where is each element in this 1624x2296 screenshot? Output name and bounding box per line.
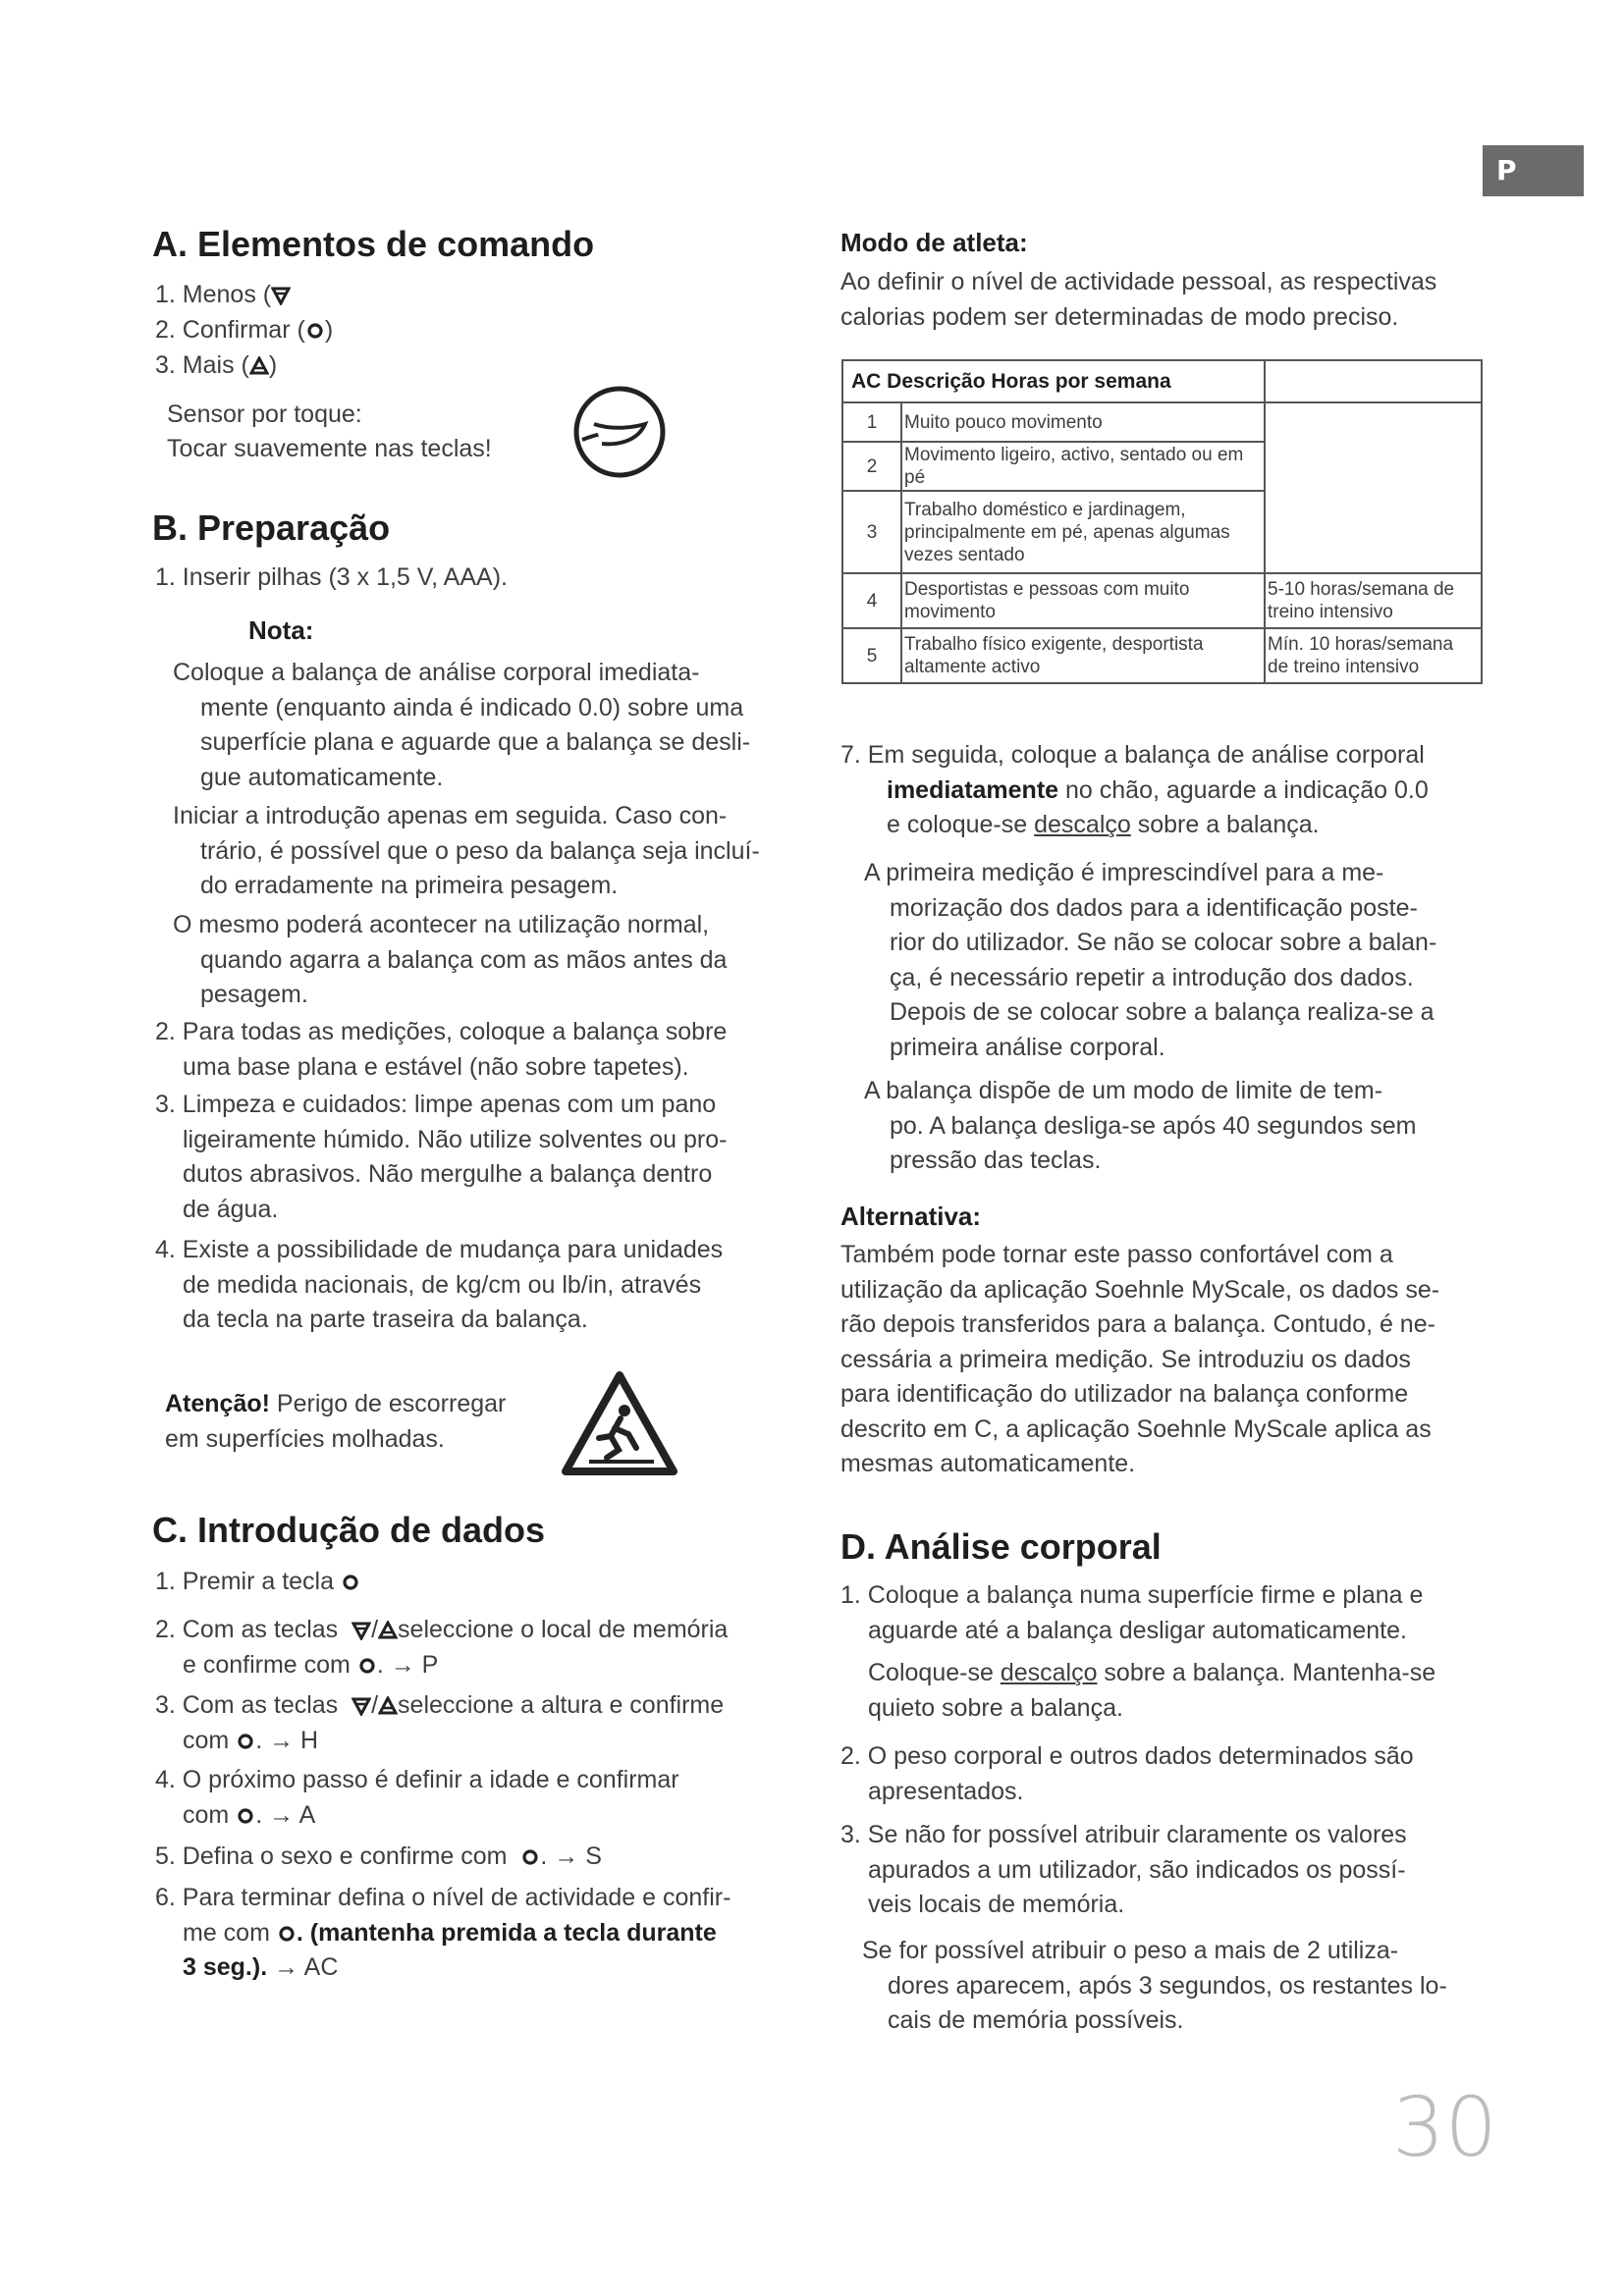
line: de medida nacionais, de kg/cm ou lb/in, através (183, 1270, 702, 1299)
confirm-key-icon (305, 321, 325, 341)
alternative-text (840, 1238, 1439, 1482)
slip-warning (165, 1387, 506, 1457)
confirm-key-icon (236, 1732, 255, 1751)
step-text: 5. Defina o sexo e confirme com (155, 1842, 508, 1870)
table-cell-description: Movimento ligeiro, activo, sentado ou em pé (901, 442, 1265, 491)
line: Iniciar a introdução apenas em seguida. Caso con- (173, 802, 728, 829)
step-text: 6. Para terminar defina o nível de actividade e confir- (155, 1884, 731, 1911)
line: sobre a balança. (1130, 811, 1320, 838)
underlined-word: descalço (1000, 1659, 1098, 1686)
line: Coloque a balança de análise corporal imediata- (173, 659, 700, 686)
table-cell-description: Desportistas e pessoas com muito movimento (901, 573, 1265, 628)
line: Depois de se colocar sobre a balança realiza-se a (890, 998, 1435, 1026)
line: mente (enquanto ainda é indicado 0.0) sobre uma (200, 693, 744, 721)
line: 7. Em seguida, coloque a balança de análise corporal (840, 741, 1425, 769)
line: trário, é possível que o peso da balança seja incluí- (200, 836, 760, 865)
line: pesagem. (200, 981, 308, 1008)
touch-sensor-label: Sensor por toque: (167, 400, 362, 428)
item-close: ) (268, 351, 278, 379)
prep-item-3 (155, 1088, 727, 1227)
alternative-title: Alternativa: (840, 1201, 982, 1231)
table-cell-level: 5 (842, 628, 901, 683)
line: O mesmo poderá acontecer na utilização normal, (173, 911, 710, 938)
line: apurados a um utilizador, são indicados os possí- (868, 1855, 1406, 1884)
table-cell-description: Trabalho doméstico e jardinagem, principalmente em pé, apenas algumas vezes sentado (901, 491, 1265, 573)
confirm-key-icon (357, 1656, 377, 1676)
table-cell-level: 4 (842, 573, 901, 628)
line: calorias podem ser determinadas de modo preciso. (840, 302, 1399, 331)
analysis-paragraph (862, 1934, 1447, 2039)
athlete-mode-text (840, 265, 1436, 335)
line: para identificação do utilizador na balança conforme (840, 1380, 1409, 1408)
line: 2. O peso corporal e outros dados determinados são (840, 1742, 1414, 1770)
table-cell-description: Trabalho físico exigente, desportista altamente activo (901, 628, 1265, 683)
table-cell-description: Muito pouco movimento (901, 402, 1265, 442)
table-row (842, 628, 1482, 683)
step-bold: . (mantenha premida a tecla durante (296, 1918, 717, 1947)
line: cessária a primeira medição. Se introduziu os dados (840, 1345, 1411, 1373)
confirm-key-icon (341, 1573, 360, 1592)
page-number: 30 (1392, 2079, 1497, 2175)
line: pressão das teclas. (890, 1147, 1102, 1174)
step-text: com (183, 1800, 230, 1829)
line: aguarde até a balança desligar automaticamente. (868, 1616, 1407, 1644)
line: quieto sobre a balança. (868, 1693, 1123, 1722)
line: cais de memória possíveis. (888, 2006, 1184, 2034)
activity-level-table (841, 359, 1483, 684)
note-paragraph-3 (173, 908, 727, 1013)
step-text: e confirme com (183, 1650, 351, 1679)
plus-key-icon (249, 356, 269, 376)
step-text: 1. Premir a tecla (155, 1568, 335, 1595)
table-cell-hours: Mín. 10 horas/semana de treino intensivo (1265, 628, 1482, 683)
line: rão depois transferidos para a balança. Contudo, é ne- (840, 1310, 1435, 1338)
line: A primeira medição é imprescindível para a me- (864, 859, 1384, 886)
warning-label: Atenção! (165, 1390, 270, 1417)
table-cell-level: 3 (842, 491, 901, 573)
athlete-mode-title: Modo de atleta: (840, 228, 1028, 257)
minus-key-icon (352, 1696, 371, 1716)
table-row (842, 573, 1482, 628)
touch-sensor-icon (572, 385, 667, 479)
note-paragraph-2 (173, 799, 760, 904)
line: e coloque-se (887, 811, 1035, 838)
item-text: 2. Confirmar ( (155, 316, 305, 344)
line: A balança dispõe de um modo de limite de tem- (864, 1077, 1383, 1104)
step-result: . → H (255, 1726, 319, 1754)
step-result: → AC (267, 1953, 339, 1981)
item-text: 3. Mais ( (155, 351, 249, 379)
table-row (842, 402, 1482, 442)
line: 3. Se não for possível atribuir claramente os valores (840, 1821, 1407, 1848)
line: 3. Limpeza e cuidados: limpe apenas com um pano (155, 1091, 717, 1118)
line: utilização da aplicação Soehnle MyScale, os dados se- (840, 1275, 1440, 1304)
plus-key-icon (378, 1696, 398, 1716)
language-tab: P (1483, 145, 1584, 196)
step-7-paragraph-1 (864, 856, 1436, 1065)
touch-sensor-hint: Tocar suavemente nas teclas! (167, 435, 492, 462)
input-step-6 (155, 1881, 731, 1986)
line: 2. Para todas as medições, coloque a balança sobre (155, 1018, 728, 1045)
line: superfície plana e aguarde que a balança se desli- (200, 728, 751, 756)
table-cell-level: 2 (842, 442, 901, 491)
line: Ao definir o nível de actividade pessoal, as respectivas (840, 268, 1437, 295)
control-item-minus (155, 278, 291, 313)
prep-item-1: 1. Inserir pilhas (3 x 1,5 V, AAA). (155, 563, 508, 591)
line: Se for possível atribuir o peso a mais de 2 utiliza- (862, 1937, 1399, 1964)
input-step-4 (155, 1763, 679, 1833)
line: morização dos dados para a identificação poste- (890, 893, 1418, 922)
warning-text: Perigo de escorregar (269, 1390, 507, 1417)
note-paragraph-1 (173, 656, 750, 795)
confirm-key-icon (236, 1806, 255, 1826)
line: quando agarra a balança com as mãos antes da (200, 945, 728, 974)
line: primeira análise corporal. (890, 1033, 1165, 1061)
section-b-title: B. Preparação (152, 507, 391, 548)
note-title: Nota: (248, 615, 314, 645)
item-close: ) (324, 316, 334, 344)
line: veis locais de memória. (868, 1891, 1125, 1918)
line: em superfícies molhadas. (165, 1424, 445, 1453)
line: dutos abrasivos. Não mergulhe a balança dentro (183, 1160, 713, 1188)
step-result: . → A (255, 1800, 316, 1829)
step-text: 4. O próximo passo é definir a idade e confirmar (155, 1766, 679, 1793)
plus-key-icon (378, 1621, 398, 1640)
step-text: me com (183, 1918, 270, 1947)
line: po. A balança desliga-se após 40 segundos sem (890, 1111, 1417, 1140)
line: Coloque-se (868, 1659, 1001, 1686)
line: apresentados. (868, 1777, 1024, 1805)
line: 4. Existe a possibilidade de mudança para unidades (155, 1236, 724, 1263)
table-cell-hours (1265, 402, 1482, 573)
underlined-word: descalço (1034, 811, 1131, 838)
prep-item-4 (155, 1233, 723, 1338)
minus-key-icon (271, 286, 291, 305)
input-step-1 (155, 1565, 360, 1600)
step-text: seleccione a altura e confirme (398, 1691, 725, 1719)
table-cell-hours: 5-10 horas/semana de treino intensivo (1265, 573, 1482, 628)
table-header-empty (1265, 360, 1482, 402)
line: de água. (183, 1195, 279, 1223)
table-cell-level: 1 (842, 402, 901, 442)
line: da tecla na parte traseira da balança. (183, 1306, 588, 1333)
input-step-2: 2. Com as teclas / seleccione o local de memória e confirme com . → P (155, 1616, 729, 1679)
section-c-title: C. Introdução de dados (152, 1510, 546, 1550)
step-text: 2. Com as teclas (155, 1616, 339, 1643)
input-step-5 (155, 1840, 602, 1875)
line: no chão, aguarde a indicação 0.0 (1058, 775, 1429, 804)
confirm-key-icon (277, 1924, 297, 1944)
step-result: . → S (540, 1842, 602, 1870)
slippery-floor-warning-icon (560, 1369, 679, 1477)
prep-item-2 (155, 1015, 727, 1085)
line: ligeiramente húmido. Não utilize solventes ou pro- (183, 1125, 728, 1153)
control-item-confirm (155, 313, 333, 348)
step-7-paragraph-2 (864, 1074, 1417, 1179)
line: 1. Coloque a balança numa superfície firme e plana e (840, 1581, 1424, 1609)
step-text: 3. Com as teclas (155, 1691, 339, 1719)
line: uma base plana e estável (não sobre tapetes). (183, 1052, 689, 1081)
table-header-row (842, 360, 1482, 402)
line: rior do utilizador. Se não se colocar sobre a balan- (890, 929, 1437, 956)
analysis-item-2 (840, 1739, 1414, 1809)
line: dores aparecem, após 3 segundos, os restantes lo- (888, 1971, 1447, 2000)
step-result: . → P (376, 1650, 439, 1679)
step-text: seleccione o local de memória (398, 1616, 729, 1643)
step-7 (840, 738, 1429, 843)
line: sobre a balança. Mantenha-se (1097, 1659, 1436, 1686)
line: gue automaticamente. (200, 763, 444, 791)
analysis-item-3 (840, 1818, 1407, 1923)
step-text: com (183, 1726, 230, 1754)
emphasis: imediatamente (887, 775, 1059, 804)
section-a-title: A. Elementos de comando (152, 224, 595, 264)
analysis-item-1 (840, 1578, 1435, 1726)
minus-key-icon (352, 1621, 371, 1640)
table-header: AC Descrição Horas por semana (842, 360, 1265, 402)
section-d-title: D. Análise corporal (840, 1526, 1162, 1567)
line: Também pode tornar este passo confortável com a (840, 1241, 1393, 1268)
step-bold: 3 seg.). (183, 1953, 268, 1981)
line: ça, é necessário repetir a introdução dos dados. (890, 963, 1414, 991)
line: descrito em C, a aplicação Soehnle MyScale aplica as (840, 1415, 1432, 1443)
input-step-3: 3. Com as teclas / seleccione a altura e confirme com . → H (155, 1691, 725, 1754)
line: do erradamente na primeira pesagem. (200, 872, 619, 899)
control-item-plus (155, 348, 277, 384)
line: mesmas automaticamente. (840, 1450, 1136, 1477)
item-text: 1. Menos ( (155, 281, 272, 308)
confirm-key-icon (520, 1847, 540, 1867)
